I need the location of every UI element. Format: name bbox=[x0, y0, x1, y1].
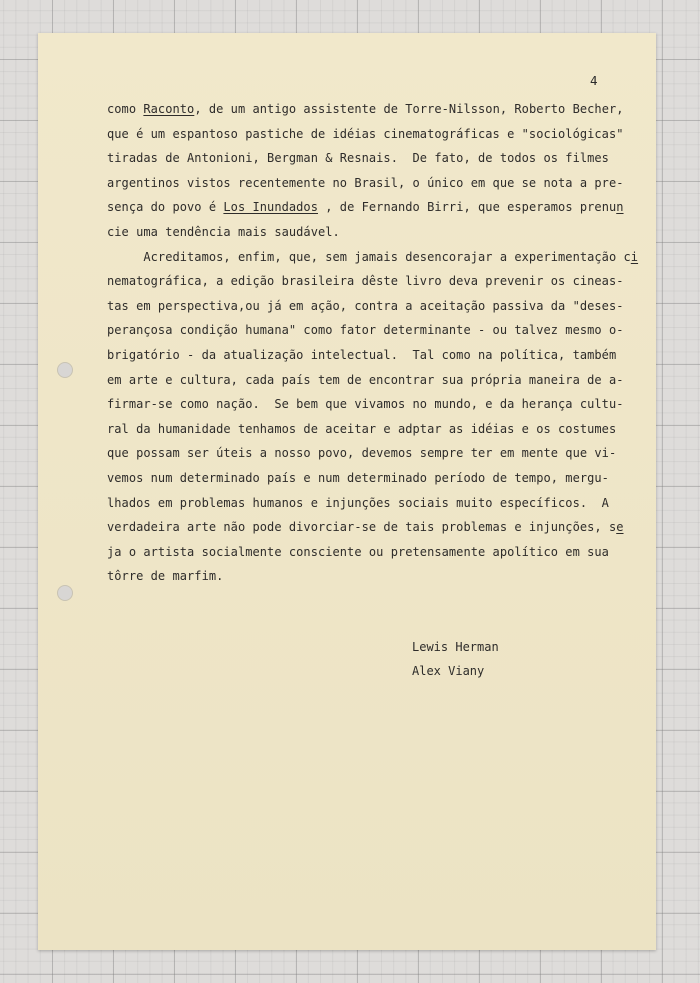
text-line bbox=[107, 318, 624, 343]
text-line bbox=[107, 269, 624, 294]
underlined-text: i bbox=[630, 249, 639, 264]
text-segment: vemos num determinado país e num determinado período de tempo, mergu- bbox=[107, 470, 609, 485]
text-line bbox=[107, 220, 617, 245]
text-segment: tas em perspectiva,ou já em ação, contra a aceitação passiva da "deses- bbox=[107, 298, 624, 313]
text-line bbox=[107, 97, 624, 122]
signature-alex-viany: Alex Viany bbox=[412, 664, 485, 678]
text-segment: firmar-se como nação. Se bem que vivamos no mundo, e da herança cultu- bbox=[107, 397, 624, 412]
text-line bbox=[107, 245, 639, 270]
text-segment: nematográfica, a edição brasileira dêste livro deva prevenir os cineas- bbox=[107, 274, 624, 289]
text-segment: , de Fernando Birri, que esperamos prenu bbox=[317, 200, 617, 215]
text-segment: argentinos vistos recentemente no Brasil, o único em que se nota a pre- bbox=[107, 175, 624, 190]
text-segment: verdadeira arte não pode divorciar-se de tais problemas e injunções, s bbox=[107, 520, 617, 535]
signature-lewis-herman: Lewis Herman bbox=[412, 640, 499, 654]
text-segment: ja o artista socialmente consciente ou pretensamente apolítico em sua bbox=[107, 544, 609, 559]
underlined-text: Los Inundados bbox=[223, 200, 318, 215]
text-segment: ral da humanidade tenhamos de aceitar e adptar as idéias e os costumes bbox=[107, 421, 617, 436]
text-line bbox=[107, 564, 617, 589]
text-line bbox=[107, 515, 624, 540]
underlined-text: n bbox=[616, 200, 624, 215]
text-line bbox=[107, 491, 617, 516]
punch-hole bbox=[57, 362, 73, 378]
text-line bbox=[107, 171, 624, 196]
text-segment: perançosa condição humana" como fator determinante - ou talvez mesmo o- bbox=[107, 323, 624, 338]
text-segment: sença do povo é bbox=[107, 200, 224, 215]
text-line bbox=[107, 392, 624, 417]
text-line bbox=[107, 368, 624, 393]
text-line bbox=[107, 441, 617, 466]
text-segment: que possam ser úteis a nosso povo, devemos sempre ter em mente que vi- bbox=[107, 446, 617, 461]
signatures bbox=[412, 635, 499, 683]
text-segment: tôrre de marfim. bbox=[107, 569, 224, 584]
punch-hole bbox=[57, 585, 73, 601]
text-segment: tiradas de Antonioni, Bergman & Resnais. De fato, de todos os filmes bbox=[107, 151, 609, 166]
text-line bbox=[107, 195, 624, 220]
text-line bbox=[107, 466, 617, 491]
text-segment: em arte e cultura, cada país tem de encontrar sua própria maneira de a- bbox=[107, 372, 624, 387]
text-line bbox=[107, 294, 624, 319]
text-line bbox=[107, 540, 617, 565]
text-line bbox=[107, 343, 617, 368]
text-segment: , de um antigo assistente de Torre-Nilsson, Roberto Becher, bbox=[194, 102, 624, 116]
underlined-text: e bbox=[616, 520, 624, 535]
text-segment: Acreditamos, enfim, que, sem jamais desencorajar a experimentação c bbox=[107, 249, 631, 264]
typed-page bbox=[38, 33, 656, 950]
text-segment: como bbox=[107, 102, 144, 116]
text-segment: lhados em problemas humanos e injunções sociais muito específicos. A bbox=[107, 495, 609, 510]
page-number: 4 bbox=[590, 73, 598, 88]
text-segment: que é um espantoso pastiche de idéias cinematográficas e "sociológicas" bbox=[107, 126, 624, 141]
text-segment: brigatório - da atualização intelectual. Tal como na política, também bbox=[107, 347, 617, 362]
body-text bbox=[107, 97, 639, 589]
text-line bbox=[107, 417, 617, 442]
text-line bbox=[107, 122, 624, 147]
text-segment: cie uma tendência mais saudável. bbox=[107, 224, 340, 239]
underlined-text: Raconto bbox=[143, 102, 195, 116]
text-line bbox=[107, 146, 617, 171]
